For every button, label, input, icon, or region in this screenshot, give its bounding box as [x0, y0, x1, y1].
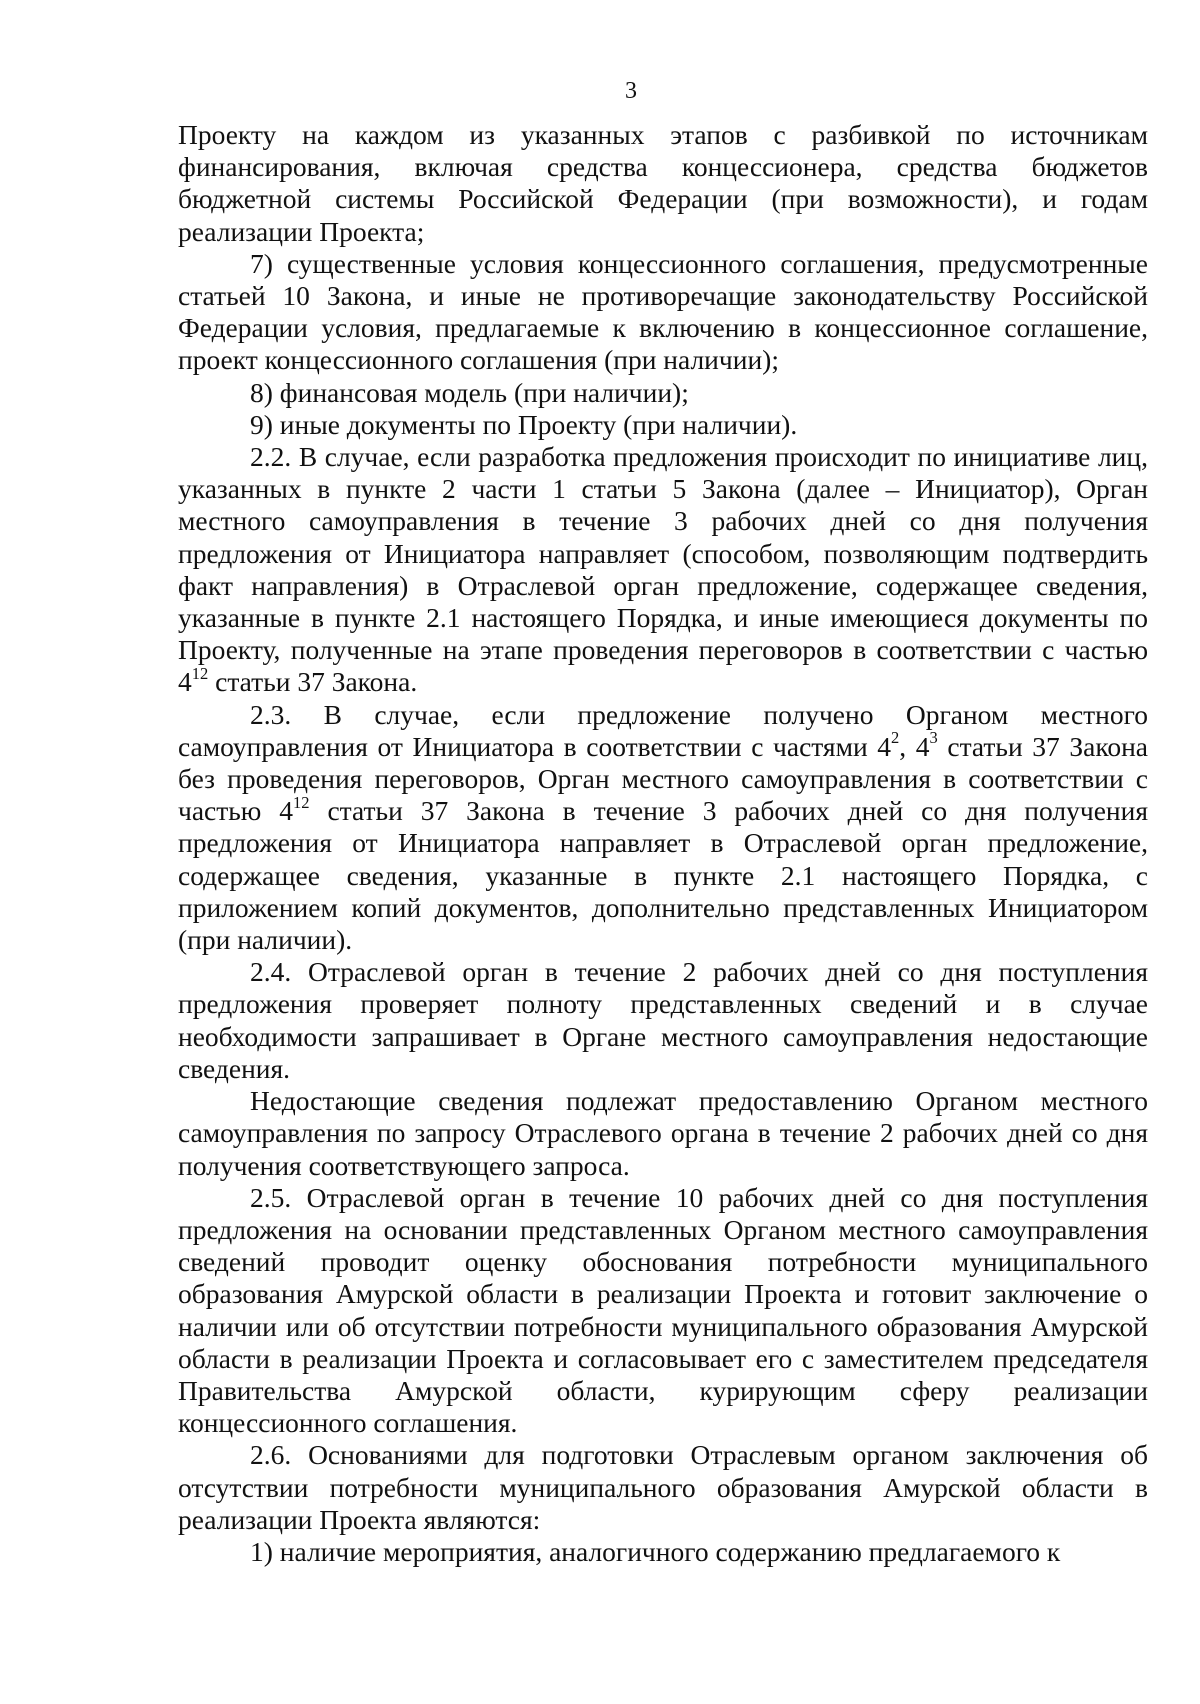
page-number: 3 [625, 78, 637, 104]
paragraph-2-3-text-c: статьи 37 Закона без проведения переговоров, Орган местного самоуправления в соответствии с частью 4 [178, 730, 1148, 827]
superscript: 12 [191, 663, 209, 683]
paragraph-missing-info: Недостающие сведения подлежат предоставлению Органом местного самоуправления по запросу Отраслевого органа в течение 2 рабочих дней со дня получения соответствующего запроса. [178, 1085, 1148, 1181]
paragraph-2-3 [178, 699, 1148, 957]
paragraph-2-2-text-end: статьи 37 Закона. [208, 666, 418, 698]
superscript: 3 [929, 728, 938, 748]
paragraph-item-1: 1) наличие мероприятия, аналогичного содержанию предлагаемого к [250, 1535, 1061, 1567]
paragraph-2-5: 2.5. Отраслевой орган в течение 10 рабочих дней со дня поступления предложения на основании представленных Органом местного самоуправления сведений проводит оценку обоснования потребности муниципального образования Амурской области в реализации Проекта и готовит заключение о наличии или об отсутствии потребности муниципального образования Амурской области в реализации Проекта и согласовывает его с заместителем председателя Правительства Амурской области, курирующим сферу реализации концессионного соглашения. [178, 1181, 1148, 1439]
paragraph-item-8: 8) финансовая модель (при наличии); [250, 376, 689, 408]
paragraph-2-2 [178, 441, 1148, 699]
paragraph-item-9: 9) иные документы по Проекту (при наличии). [250, 408, 798, 440]
paragraph-2-6: 2.6. Основаниями для подготовки Отраслевым органом заключения об отсутствии потребности муниципального образования Амурской области в реализации Проекта являются: [178, 1439, 1148, 1535]
superscript: 12 [293, 792, 310, 812]
paragraph-2-3-text-d: статьи 37 Закона в течение 3 рабочих дней со дня получения предложения от Инициатора направляет в Отраслевой орган предложение, содержащее сведения, указанные в пункте 2.1 настоящего Порядка, с приложением копий документов, дополнительно представленных Инициатором (при наличии). [178, 795, 1148, 956]
document-body [178, 119, 1148, 1568]
paragraph-2-3-text-b: , 4 [899, 730, 930, 762]
paragraph-2-3-text-a: 2.3. В случае, если предложение получено Органом местного самоуправления от Инициатора в соответствии с частями 4 [178, 698, 1148, 762]
paragraph-item-7: 7) существенные условия концессионного соглашения, предусмотренные статьей 10 Закона, и иные не противоречащие законодательству Российской Федерации условия, предлагаемые к включению в концессионное соглашение, проект концессионного соглашения (при наличии); [178, 247, 1148, 376]
paragraph-project-financing: Проекту на каждом из указанных этапов с разбивкой по источникам финансирования, включая средства концессионера, средства бюджетов бюджетной системы Российской Федерации (при возможности), и годам реализации Проекта; [178, 119, 1148, 247]
paragraph-2-4: 2.4. Отраслевой орган в течение 2 рабочих дней со дня поступления предложения проверяет полноту представленных сведений и в случае необходимости запрашивает в Органе местного самоуправления недостающие сведения. [178, 956, 1148, 1084]
superscript: 2 [891, 728, 900, 748]
paragraph-2-2-text: 2.2. В случае, если разработка предложения происходит по инициативе лиц, указанных в пункте 2 части 1 статьи 5 Закона (далее – Инициатор), Орган местного самоуправления в течение 3 рабочих дней со дня получения предложения от Инициатора направляет (способом, позволяющим подтвердить факт направления) в Отраслевой орган предложение, содержащее сведения, указанные в пункте 2.1 настоящего Порядка, и иные имеющиеся документы по Проекту, полученные на этапе проведения переговоров в соответствии с частью 4 [178, 441, 1148, 698]
